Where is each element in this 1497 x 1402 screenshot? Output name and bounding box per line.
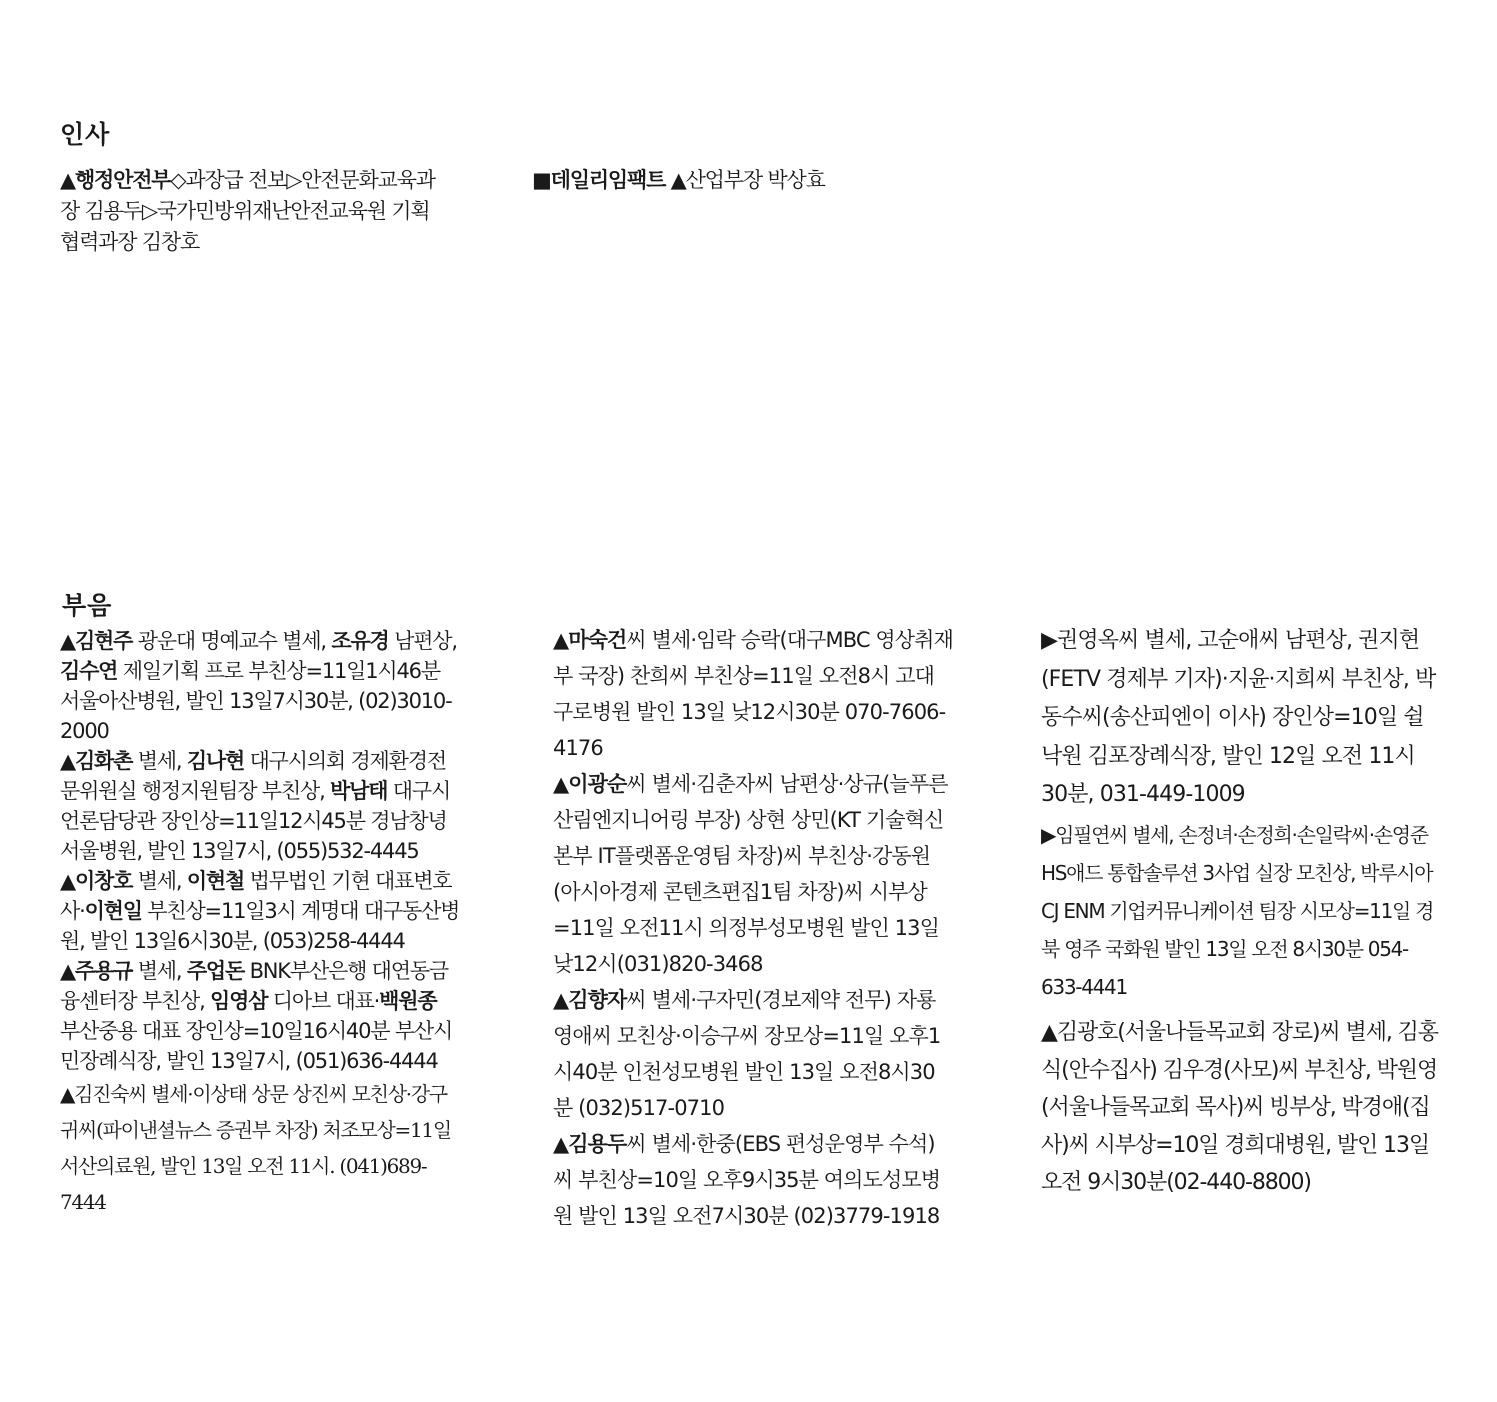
entry-text: 씨 별세·김춘자씨 남편상·상규(늘푸른산림엔지니어링 부장) 상현 상민(KT 기술혁신본부 IT플랫폼운영팀 차장)씨 부친상·강동원(아시아경제 콘텐츠편집1팀 차장)씨 시부상=11일 오전11시 의정부성모병원 발인 13일 낮12시(031)820-3468 [553,772,948,976]
obituary-column-3b [1041,816,1441,1006]
entry-text: ▲산업부장 박상효 [665,168,825,192]
triangle-icon: ▲ [553,1132,569,1156]
family-name: 김나현 [186,749,245,773]
obituary-column-1b [60,1076,460,1220]
deceased-name: 김용두 [568,1132,627,1156]
family-name: 박남태 [330,779,388,803]
triangle-icon: ▲ [60,959,75,983]
obituary-entry: ▶임필연씨 별세, 손정녀·손정희·손일락씨·손영준 HS애드 통합솔루션 3사업 실장 모친상, 박루시아 CJ ENM 기업커뮤니케이션 팀장 시모상=11일 경북 영주 국화원 발인 13일 오전 8시30분 054-633-4441 [1041,823,1434,999]
triangle-icon: ▲ [553,628,569,652]
entry-text: 부산중용 대표 장인상=10일16시40분 부산시민장례식장, 발인 13일7시, (051)636-4444 [60,1019,453,1073]
entry-text: BNK부산은행 대연동금융센터장 부친상, [60,959,449,1013]
entry-text: 별세, [132,749,187,773]
obituary-entry: ▲김광호(서울나들목교회 장로)씨 별세, 김홍식(안수집사) 김우경(사모)씨 부친상, 박원영(서울나들목교회 목사)씨 빙부상, 박경애(집사)씨 시부상=10일 경희대병원, 발인 13일 오전 9시30분(02-440-8800) [1041,1020,1438,1195]
obituary-column-1 [60,626,460,1076]
family-name: 김수연 [60,659,118,683]
entry-text: 광운대 명예교수 별세, [132,629,332,653]
entry-text: 대구시 언론담당관 장인상=11일12시45분 경남창녕서울병원, 발인 13일7시, (055)532-4445 [60,779,451,863]
obituary-column-2 [553,622,953,1234]
obituary-entry [553,622,953,766]
obituary-entry: ▲김진숙씨 별세·이상태 상문 상진씨 모친상·강구귀씨(파이낸셜뉴스 증권부 차장) 처조모상=11일 서산의료원, 발인 13일 오전 11시. (041)689-7444 [60,1082,451,1214]
insa-title: 인사 [60,120,111,149]
triangle-icon: ▲ [553,772,569,796]
deceased-name: 김현주 [74,629,133,653]
entry-text: 별세, [132,869,187,893]
triangle-icon: ▲ [60,168,75,192]
family-name: 조유경 [331,629,389,653]
family-name: 이현철 [186,869,245,893]
obituary-entry [60,956,460,1076]
deceased-name: 김화촌 [74,749,133,773]
deceased-name: 이창호 [74,869,133,893]
insa-entry-left [60,165,444,258]
obituary-entry: ▶권영옥씨 별세, 고순애씨 남편상, 권지현(FETV 경제부 기자)·지윤·지희씨 부친상, 박동수씨(송산피엔이 이사) 장인상=10일 쉴낙원 김포장례식장, 발인 12일 오전 11시30분, 031-449-1009 [1041,628,1436,807]
obituary-entry [553,766,953,982]
deceased-name: 김향자 [568,988,627,1012]
obituary-entry [60,746,460,866]
obituary-entry [60,626,460,746]
entry-text: 씨 별세·한중(EBS 편성운영부 수석)씨 부친상=10일 오후9시35분 여의도성모병원 발인 13일 오전7시30분 (02)3779-1918 [553,1132,941,1228]
triangle-icon: ▲ [60,869,75,893]
family-name: 백원종 [379,989,437,1013]
obituary-column-3a [1041,622,1441,815]
entry-text: 부친상=11일3시 계명대 대구동산병원, 발인 13일6시30분, (053)258-4444 [60,899,460,953]
entry-text: 제일기획 프로 부친상=11일1시46분 서울아산병원, 발인 13일7시30분, (02)3010-2000 [60,659,452,743]
triangle-icon: ▲ [60,749,75,773]
obituary-entry [553,1126,953,1234]
org-name: 행정안전부 [74,168,171,192]
insa-entry-right [532,165,952,195]
obituary-column-3c [1041,1014,1441,1202]
org-name: 데일리임팩트 [550,168,666,192]
entry-text: 씨 별세·구자민(경보제약 전무) 자룡 영애씨 모친상·이승구씨 장모상=11일 오후1시40분 인천성모병원 발인 13일 오전8시30분 (032)517-0710 [553,988,941,1120]
square-icon: ■ [532,168,551,192]
entry-text: 씨 별세·임락 승락(대구MBC 영상취재부 국장) 찬희씨 부친상=11일 오전8시 고대구로병원 발인 13일 낮12시30분 070-7606-4176 [553,628,953,760]
bueum-title: 부음 [62,591,113,620]
entry-text: 별세, [132,959,187,983]
entry-text: ◇과장급 전보▷안전문화교육과장 김용두▷국가민방위재난안전교육원 기획협력과장 김창호 [60,168,435,254]
family-name: 주업돈 [186,959,245,983]
obituary-entry [553,982,953,1126]
deceased-name: 주용규 [74,959,133,983]
entry-text: 디아브 대표· [267,989,380,1013]
entry-text: 남편상, [388,629,457,653]
obituary-entry [60,866,460,956]
deceased-name: 마숙건 [568,628,627,652]
entry-text: 대구시의회 경제환경전문위원실 행정지원팀장 부친상, [60,749,446,803]
triangle-icon: ▲ [60,629,75,653]
deceased-name: 이광순 [568,772,627,796]
entry-text: 법무법인 기현 대표변호사· [60,869,452,923]
family-name: 이현일 [84,899,142,923]
family-name: 임영삼 [210,989,268,1013]
triangle-icon: ▲ [553,988,569,1012]
